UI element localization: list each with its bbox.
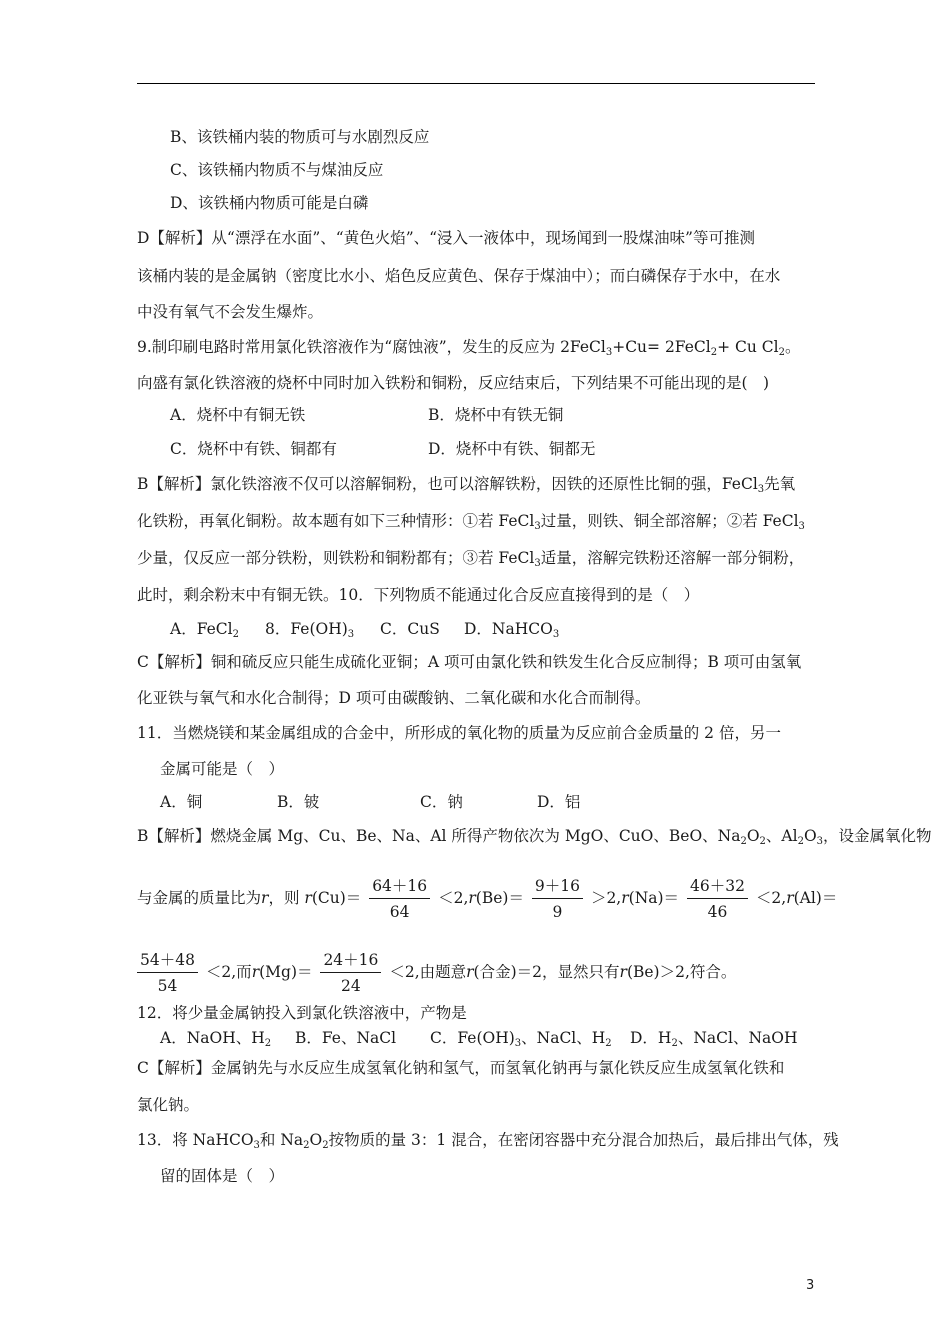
analysis-8-line-1: D【解析】从“漂浮在水面”、“黄色火焰”、“浸入一液体中，现场闻到一股煤油味”等可推测 [137, 229, 755, 247]
question-10-line: 此时，剩余粉末中有铜无铁。10．下列物质不能通过化合反应直接得到的是（ ） [137, 586, 700, 604]
q10-option-a: A．FeCl$_2$ [170, 620, 239, 640]
fraction-cu: $\frac{64+16}{64}$ [369, 876, 430, 922]
question-12-line: 12．将少量金属钠投入到氯化铁溶液中，产物是 [137, 1004, 467, 1022]
q12-option-a: A．NaOH、$H_2$ [160, 1029, 272, 1049]
analysis-8-line-2: 该桶内装的是金属钠（密度比水小、焰色反应黄色、保存于煤油中）；而白磷保存于水中，在水 [137, 267, 781, 285]
question-13-line-2: 留的固体是（ ） [160, 1167, 285, 1185]
q9-option-d: D．烧杯中有铁、铜都无 [428, 440, 596, 458]
analysis-8-line-3: 中没有氧气不会发生爆炸。 [137, 303, 324, 321]
question-11-line-1: 11．当燃烧镁和某金属组成的合金中，所形成的氧化物的质量为反应前合金质量的 2 倍，另一 [137, 724, 781, 742]
q11-option-b: B．铍 [277, 793, 320, 811]
page-number: 3 [806, 1278, 815, 1293]
q10-option-b: 8．$Fe(OH)_3$ [265, 620, 355, 640]
analysis-10-line-2: 化亚铁与氧气和水化合制得；D 项可由碳酸钠、二氧化碳和水化合而制得。 [137, 689, 651, 707]
analysis-11-line-1: B【解析】燃烧金属 Mg、Cu、Be、Na、Al 所得产物依次为 MgO、CuO、BeO、$Na_2O_2$、$Al_2O_3$，设金属氧化物 [137, 827, 932, 847]
analysis-11-formula-line-1: 与金属的质量比为r，则 r(Cu)＝ $\frac{64+16}{64}$ ＜2,r(Be)＝ $\frac{9+16}{9}$ ＞2,r(Na)＝ $\frac{46+32}{46}$ ＜2,r(Al)＝ [137, 877, 838, 921]
q11-option-c: C．钠 [420, 793, 463, 811]
q9-option-c: C．烧杯中有铁、铜都有 [170, 440, 337, 458]
q12-option-d: D．$H_2$、NaCl、NaOH [630, 1029, 798, 1049]
q12-option-b: B．Fe、NaCl [295, 1029, 397, 1047]
q10-option-c: C．CuS [380, 620, 440, 638]
option-b-line: B、该铁桶内装的物质可与水剧烈反应 [170, 128, 430, 146]
analysis-9-line-1: B【解析】氯化铁溶液不仅可以溶解铜粉，也可以溶解铁粉，因铁的还原性比铜的强，FeCl$_3$先氧 [137, 475, 796, 495]
fraction-al: $\frac{54+48}{54}$ [137, 950, 198, 996]
analysis-12-line-1: C【解析】金属钠先与水反应生成氢氧化钠和氢气，而氢氧化钠再与氯化铁反应生成氢氧化铁和 [137, 1059, 785, 1077]
fraction-na: $\frac{46+32}{46}$ [687, 876, 748, 922]
analysis-10-line-1: C【解析】铜和硫反应只能生成硫化亚铜；A 项可由氯化铁和铁发生化合反应制得；B 项可由氢氧 [137, 653, 802, 671]
option-c-line: C、该铁桶内物质不与煤油反应 [170, 161, 384, 179]
q9-option-a: A．烧杯中有铜无铁 [170, 406, 306, 424]
question-13-line-1: 13．将 NaHCO$_3$和 $Na_2O_2$按物质的量 3：1 混合，在密闭容器中充分混合加热后，最后排出气体，残 [137, 1131, 839, 1151]
q10-option-d: D．NaHCO$_3$ [464, 620, 560, 640]
option-d-line: D、该铁桶内物质可能是白磷 [170, 194, 369, 212]
q9-option-b: B．烧杯中有铁无铜 [428, 406, 564, 424]
question-9-line-2: 向盛有氯化铁溶液的烧杯中同时加入铁粉和铜粉，反应结束后，下列结果不可能出现的是( ) [137, 374, 770, 392]
header-rule [137, 83, 815, 84]
analysis-12-line-2: 氯化钠。 [137, 1096, 200, 1114]
fraction-mg: $\frac{24+16}{24}$ [320, 950, 381, 996]
q11-option-a: A．铜 [160, 793, 203, 811]
question-11-line-2: 金属可能是（ ） [160, 760, 285, 778]
analysis-9-line-2: 化铁粉，再氧化铜粉。故本题有如下三种情形：①若 FeCl$_3$过量，则铁、铜全部溶解；②若 FeCl$_3$ [137, 512, 805, 532]
analysis-9-line-3: 少量，仅反应一部分铁粉，则铁粉和铜粉都有；③若 FeCl$_3$适量，溶解完铁粉还溶解一部分铜粉， [137, 549, 805, 569]
q11-option-d: D．铝 [537, 793, 581, 811]
fraction-be: $\frac{9+16}{9}$ [532, 876, 583, 922]
analysis-11-formula-line-2: $\frac{54+48}{54}$ ＜2,而r(Mg)＝ $\frac{24+16}{24}$ ＜2,由题意r(合金)＝2，显然只有r(Be)＞2,符合。 [137, 950, 736, 996]
question-9-line-1: 9.制印刷电路时常用氯化铁溶液作为“腐蚀液”，发生的反应为 2FeCl$_3$+Cu= 2FeCl$_2$+ Cu $Cl_2$。 [137, 338, 801, 358]
q12-option-c: C．$Fe(OH)_3$、NaCl、$H_2$ [430, 1029, 612, 1049]
